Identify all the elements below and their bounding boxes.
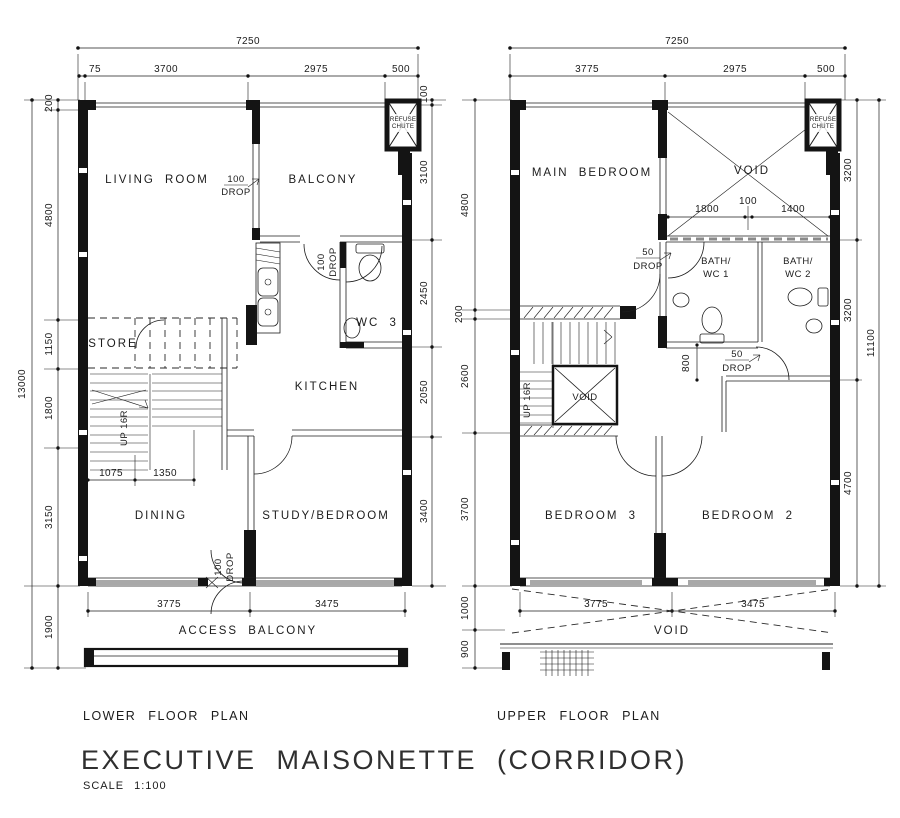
label-refuse-upper-1: REFUSE	[809, 116, 837, 123]
dim-lower-top-75: 75	[89, 64, 101, 75]
label-refuse-2: CHUTE	[391, 123, 415, 130]
dim-lower-stair-1350: 1350	[153, 468, 177, 479]
label-stair-void: VOID	[572, 392, 598, 403]
dim-upper-left-900: 900	[460, 640, 471, 658]
dim-upper-left-4800: 4800	[460, 193, 471, 217]
dim-lower-right-2450: 2450	[419, 281, 430, 305]
label-bath2-line1: BATH/	[783, 256, 813, 267]
dim-lower-right-3100: 3100	[419, 160, 430, 184]
dim-upper-void-1400: 1400	[781, 204, 805, 215]
anno-drop4-value: 50	[642, 247, 654, 258]
dim-upper-right-3200b: 3200	[843, 298, 854, 322]
dim-upper-left-3700: 3700	[460, 497, 471, 521]
label-void-top: VOID	[733, 165, 771, 177]
dim-upper-right-3200a: 3200	[843, 158, 854, 182]
drawing-scale: SCALE 1:100	[83, 780, 167, 792]
anno-drop5-value: 50	[731, 349, 743, 360]
label-main-bedroom: MAIN BEDROOM	[531, 167, 653, 179]
upper-walls	[500, 100, 840, 676]
caption-lower-floor-plan: LOWER FLOOR PLAN	[83, 709, 250, 723]
dim-upper-left-2600: 2600	[460, 364, 471, 388]
anno-drop3-word: DROP	[225, 552, 236, 582]
dim-lower-bottom-3475: 3475	[315, 599, 339, 610]
dim-upper-right-4700: 4700	[843, 471, 854, 495]
label-access-balcony: ACCESS BALCONY	[178, 625, 318, 637]
label-store: STORE	[88, 338, 138, 350]
anno-drop2-word: DROP	[328, 247, 339, 277]
label-kitchen: KITCHEN	[294, 381, 360, 393]
label-living-room: LIVING ROOM	[105, 174, 209, 186]
dim-upper-hall-800: 800	[681, 354, 692, 372]
dim-upper-right-total: 11100	[866, 328, 877, 358]
drawing-title: EXECUTIVE MAISONETTE (CORRIDOR)	[81, 745, 688, 775]
label-wc3: WC 3	[356, 317, 398, 329]
lower-refuse-chute	[387, 101, 419, 175]
lower-labels	[88, 174, 398, 582]
dim-lower-left-4800: 4800	[44, 203, 55, 227]
dim-lower-stair-1075: 1075	[99, 468, 123, 479]
dim-lower-top-2975: 2975	[304, 64, 328, 75]
dim-lower-right-100: 100	[419, 85, 430, 103]
title-block	[81, 709, 687, 792]
anno-drop1-word: DROP	[221, 187, 251, 198]
label-bath2-line2: WC 2	[785, 269, 811, 280]
dim-upper-top-total: 7250	[665, 36, 689, 47]
label-balcony: BALCONY	[288, 174, 358, 186]
dim-lower-left-1900: 1900	[44, 615, 55, 639]
anno-drop4-word: DROP	[633, 261, 663, 272]
dim-lower-top-total: 7250	[236, 36, 260, 47]
label-bedroom3: BEDROOM 3	[544, 510, 638, 522]
dim-upper-bottom-3475: 3475	[741, 599, 765, 610]
label-bedroom2: BEDROOM 2	[701, 510, 795, 522]
anno-drop5-word: DROP	[722, 363, 752, 374]
label-refuse-upper-2: CHUTE	[811, 123, 835, 130]
label-bath1-line1: BATH/	[701, 256, 731, 267]
dim-lower-bottom-3775: 3775	[157, 599, 181, 610]
dim-lower-top-500: 500	[392, 64, 410, 75]
dim-upper-left-1000: 1000	[460, 596, 471, 620]
label-lower-up16r: UP 16R	[119, 409, 130, 447]
dim-lower-left-1800: 1800	[44, 396, 55, 420]
dim-lower-left-3150: 3150	[44, 505, 55, 529]
dim-lower-left-200: 200	[44, 94, 55, 112]
lower-floor-plan	[17, 36, 446, 670]
upper-floor-plan	[454, 36, 886, 676]
label-upper-up16r: UP 16R	[522, 381, 533, 419]
anno-drop2-value: 100	[316, 253, 327, 271]
anno-drop1-value: 100	[227, 174, 245, 185]
dim-upper-void-100: 100	[739, 196, 757, 207]
dim-lower-left-total: 13000	[17, 369, 28, 399]
dim-lower-left-1150: 1150	[44, 332, 55, 356]
dim-upper-top-2975: 2975	[723, 64, 747, 75]
dim-lower-right-3400: 3400	[419, 499, 430, 523]
dim-upper-top-500: 500	[817, 64, 835, 75]
label-study-bedroom: STUDY/BEDROOM	[262, 510, 390, 522]
dim-lower-top-3700: 3700	[154, 64, 178, 75]
label-refuse-1: REFUSE	[389, 116, 417, 123]
dim-upper-top-3775: 3775	[575, 64, 599, 75]
caption-upper-floor-plan: UPPER FLOOR PLAN	[497, 709, 661, 723]
label-void-bottom: VOID	[653, 625, 691, 637]
anno-drop3-value: 100	[213, 558, 224, 576]
label-dining: DINING	[134, 510, 188, 522]
dim-lower-right-2050: 2050	[419, 380, 430, 404]
upper-refuse-chute	[807, 101, 839, 175]
dim-upper-left-200: 200	[454, 305, 465, 323]
upper-fixtures	[673, 288, 828, 343]
dim-upper-void-1800: 1800	[695, 204, 719, 215]
dim-upper-bottom-3775: 3775	[584, 599, 608, 610]
label-bath1-line2: WC 1	[703, 269, 729, 280]
upper-stairs	[520, 322, 617, 428]
